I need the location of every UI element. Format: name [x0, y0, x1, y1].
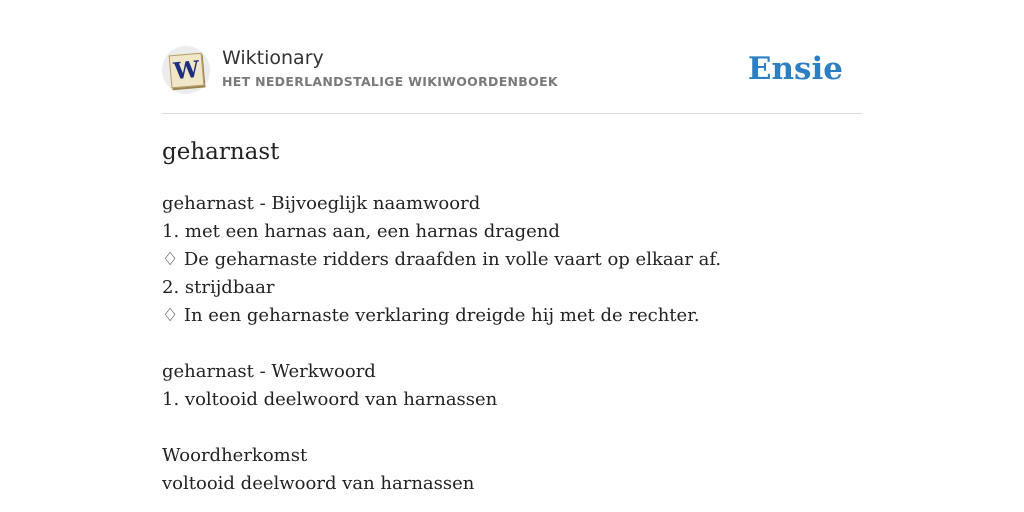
section-spacer — [162, 414, 721, 442]
section-heading: geharnast - Werkwoord — [162, 361, 376, 382]
section-heading: geharnast - Bijvoeglijk naamwoord — [162, 193, 481, 214]
logo-letter: W — [172, 55, 201, 86]
site-title[interactable]: Wiktionary — [222, 47, 324, 69]
definition-line: 1. voltooid deelwoord van harnassen — [162, 389, 498, 410]
site-header — [162, 0, 862, 114]
definition-content — [162, 190, 721, 498]
section-heading: Woordherkomst — [162, 445, 308, 466]
definition-line: 1. met een harnas aan, een harnas dragend — [162, 221, 560, 242]
page-title: geharnast — [162, 139, 280, 165]
logo-tile — [169, 53, 205, 89]
example-line: ♢ In een geharnaste verklaring dreigde hij met de rechter. — [162, 305, 700, 326]
wiktionary-logo-icon[interactable] — [162, 46, 210, 94]
etymology-line: voltooid deelwoord van harnassen — [162, 473, 475, 494]
section-spacer — [162, 330, 721, 358]
ensie-brand-link[interactable]: Ensie — [747, 51, 843, 87]
example-line: ♢ De geharnaste ridders draafden in volle vaart op elkaar af. — [162, 249, 722, 270]
page — [162, 0, 862, 494]
site-subtitle: HET NEDERLANDSTALIGE WIKIWOORDENBOEK — [222, 74, 558, 89]
definition-line: 2. strijdbaar — [162, 277, 275, 298]
